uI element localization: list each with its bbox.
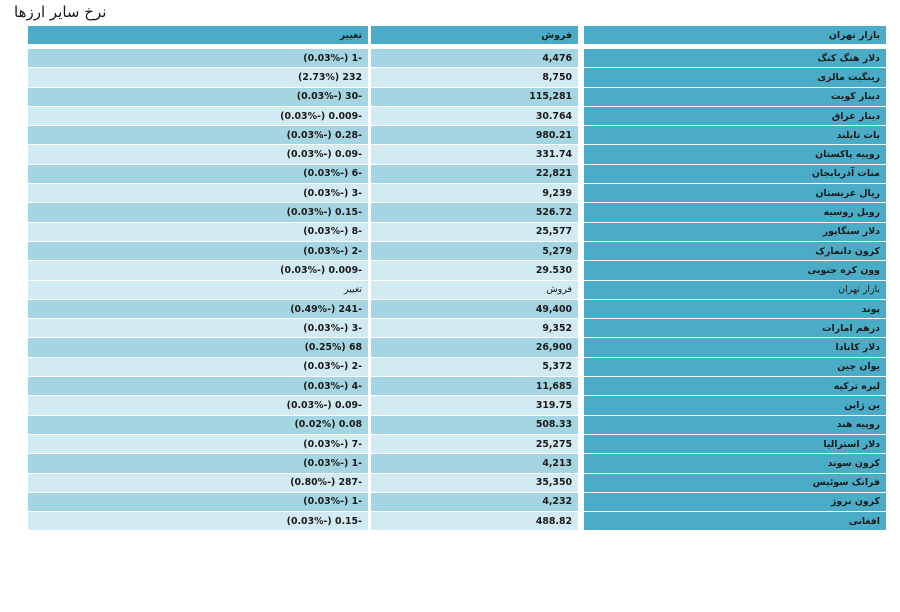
table-row xyxy=(28,145,886,163)
sell-cell: 4,213 xyxy=(368,454,578,472)
sell-cell: 115,281 xyxy=(368,88,578,106)
table-row xyxy=(28,493,886,511)
change-cell: 68 (0.25%) xyxy=(28,338,368,356)
currency-name-cell: دلار کانادا xyxy=(578,338,886,356)
sell-cell: 4,232 xyxy=(368,493,578,511)
sell-cell: 49,400 xyxy=(368,300,578,318)
change-cell: -30 (-0.03%) xyxy=(28,88,368,106)
currency-rates-table xyxy=(28,25,886,531)
header-change: تغییر xyxy=(28,26,368,44)
change-cell: -1 (-0.03%) xyxy=(28,493,368,511)
currency-name-cell: منات آذربایجان xyxy=(578,165,886,183)
change-cell: 232 (2.73%) xyxy=(28,68,368,86)
sell-cell: 8,750 xyxy=(368,68,578,86)
currency-name-cell: روپیه پاکستان xyxy=(578,145,886,163)
change-cell: -2 (-0.03%) xyxy=(28,358,368,376)
sell-cell: 980.21 xyxy=(368,126,578,144)
sell-cell: 30.764 xyxy=(368,107,578,125)
currency-name-cell: دینار کویت xyxy=(578,88,886,106)
change-cell: -6 (-0.03%) xyxy=(28,165,368,183)
change-cell: -1 (-0.03%) xyxy=(28,454,368,472)
table-row xyxy=(28,454,886,472)
currency-name-cell: یوان چین xyxy=(578,358,886,376)
table-row xyxy=(28,396,886,414)
sell-cell: 29.530 xyxy=(368,261,578,279)
sell-cell: 9,352 xyxy=(368,319,578,337)
table-row xyxy=(28,300,886,318)
table-subheader-row xyxy=(28,281,886,299)
currency-name-cell: ریال عربستان xyxy=(578,184,886,202)
sell-cell: 331.74 xyxy=(368,145,578,163)
currency-name-cell: روپیه هند xyxy=(578,416,886,434)
currency-name-cell: کرون نروژ xyxy=(578,493,886,511)
change-cell: -1 (-0.03%) xyxy=(28,49,368,67)
currency-name-cell: وون کره جنوبی xyxy=(578,261,886,279)
table-row xyxy=(28,88,886,106)
table-row xyxy=(28,474,886,492)
sell-cell: 26,900 xyxy=(368,338,578,356)
table-row xyxy=(28,377,886,395)
currency-name-cell: دلار هنگ کنگ xyxy=(578,49,886,67)
currency-rates-body xyxy=(28,26,886,530)
change-cell: -0.009 (-0.03%) xyxy=(28,261,368,279)
change-cell: -0.28 (-0.03%) xyxy=(28,126,368,144)
currency-name-cell: افغانی xyxy=(578,512,886,530)
sell-cell: 25,275 xyxy=(368,435,578,453)
sell-cell: 11,685 xyxy=(368,377,578,395)
change-cell: -0.09 (-0.03%) xyxy=(28,396,368,414)
sell-cell: 25,577 xyxy=(368,223,578,241)
table-row xyxy=(28,242,886,260)
change-cell: -7 (-0.03%) xyxy=(28,435,368,453)
table-row xyxy=(28,223,886,241)
table-header-row xyxy=(28,26,886,44)
sell-cell: 319.75 xyxy=(368,396,578,414)
table-row xyxy=(28,319,886,337)
table-row xyxy=(28,261,886,279)
currency-name-cell: فرانک سوئیس xyxy=(578,474,886,492)
change-cell: -0.15 (-0.03%) xyxy=(28,512,368,530)
subheader-change: تغییر xyxy=(28,281,368,299)
table-row xyxy=(28,126,886,144)
change-cell: -3 (-0.03%) xyxy=(28,184,368,202)
table-row xyxy=(28,184,886,202)
change-cell: -287 (-0.80%) xyxy=(28,474,368,492)
header-market: بازار تهران xyxy=(578,26,886,44)
sell-cell: 508.33 xyxy=(368,416,578,434)
currency-name-cell: رینگیت مالزی xyxy=(578,68,886,86)
sell-cell: 488.82 xyxy=(368,512,578,530)
currency-name-cell: دلار سنگاپور xyxy=(578,223,886,241)
table-row xyxy=(28,512,886,530)
currency-name-cell: ین ژاپن xyxy=(578,396,886,414)
currency-name-cell: دلار استرالیا xyxy=(578,435,886,453)
sell-cell: 526.72 xyxy=(368,203,578,221)
header-gap xyxy=(28,45,886,48)
change-cell: -8 (-0.03%) xyxy=(28,223,368,241)
currency-name-cell: لیره ترکیه xyxy=(578,377,886,395)
change-cell: -0.009 (-0.03%) xyxy=(28,107,368,125)
table-row xyxy=(28,203,886,221)
header-sell: فروش xyxy=(368,26,578,44)
page-title: نرخ سایر ارزها xyxy=(14,3,107,21)
currency-name-cell: روبل روسیه xyxy=(578,203,886,221)
currency-name-cell: دینار عراق xyxy=(578,107,886,125)
sell-cell: 5,372 xyxy=(368,358,578,376)
change-cell: -2 (-0.03%) xyxy=(28,242,368,260)
currency-name-cell: درهم امارات xyxy=(578,319,886,337)
table-row xyxy=(28,68,886,86)
table-row xyxy=(28,358,886,376)
table-row xyxy=(28,338,886,356)
change-cell: -0.15 (-0.03%) xyxy=(28,203,368,221)
sell-cell: 4,476 xyxy=(368,49,578,67)
sell-cell: 35,350 xyxy=(368,474,578,492)
change-cell: -241 (-0.49%) xyxy=(28,300,368,318)
currency-name-cell: بات تایلند xyxy=(578,126,886,144)
change-cell: -3 (-0.03%) xyxy=(28,319,368,337)
subheader-sell: فروش xyxy=(368,281,578,299)
change-cell: -0.09 (-0.03%) xyxy=(28,145,368,163)
table-row xyxy=(28,107,886,125)
table-row xyxy=(28,416,886,434)
sell-cell: 5,279 xyxy=(368,242,578,260)
table-row xyxy=(28,435,886,453)
change-cell: 0.08 (0.02%) xyxy=(28,416,368,434)
table-row xyxy=(28,165,886,183)
table-row xyxy=(28,49,886,67)
sell-cell: 9,239 xyxy=(368,184,578,202)
currency-name-cell: کرون سوند xyxy=(578,454,886,472)
currency-name-cell: پوند xyxy=(578,300,886,318)
currency-name-cell: کرون دانمارک xyxy=(578,242,886,260)
change-cell: -4 (-0.03%) xyxy=(28,377,368,395)
sell-cell: 22,821 xyxy=(368,165,578,183)
subheader-market: بازار تهران xyxy=(578,281,886,299)
